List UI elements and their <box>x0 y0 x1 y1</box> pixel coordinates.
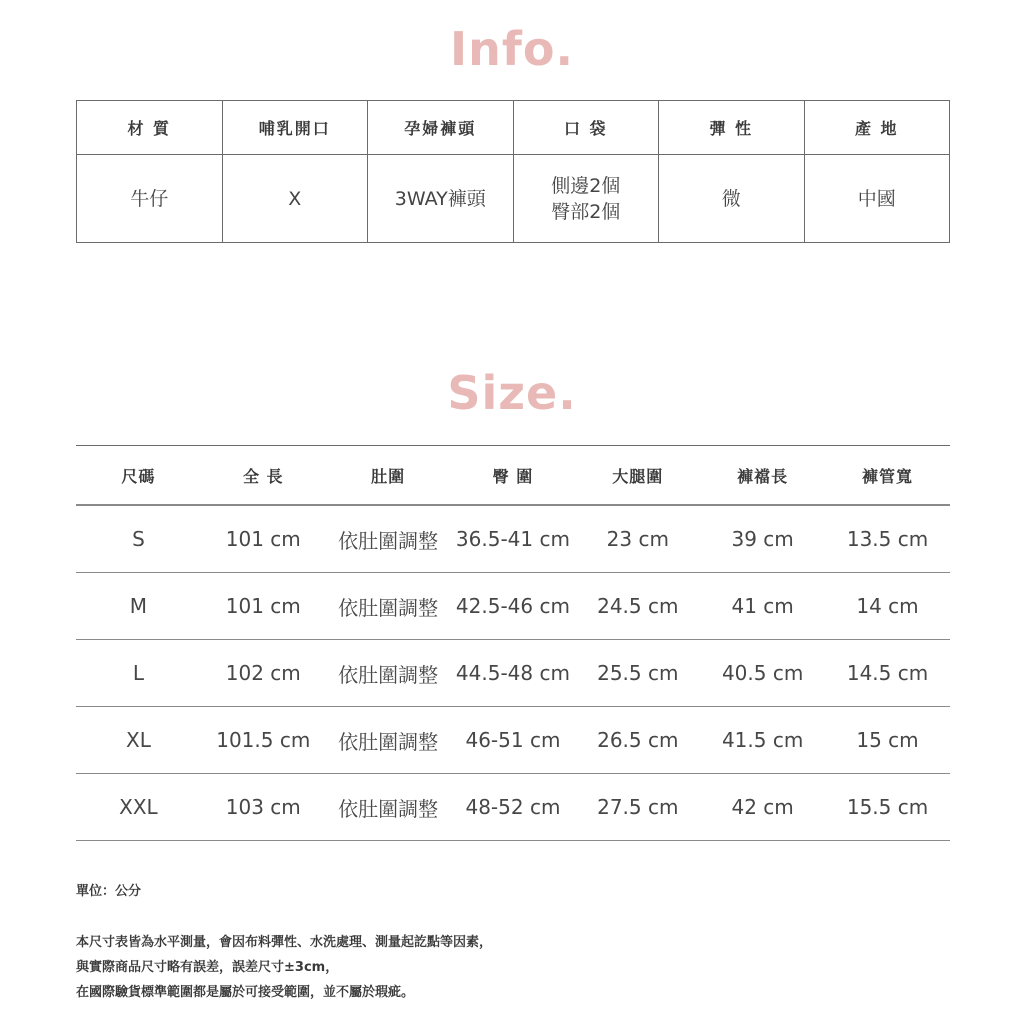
table-row <box>76 573 950 640</box>
size-cell: 依肚圍調整 <box>326 774 451 841</box>
size-cell: XL <box>76 707 201 774</box>
size-cell: XXL <box>76 774 201 841</box>
info-header-origin: 產 地 <box>804 101 950 155</box>
info-header-pockets: 口 袋 <box>513 101 659 155</box>
size-header-hip: 臀 圍 <box>451 446 576 506</box>
size-cell: 101 cm <box>201 573 326 640</box>
size-cell: 41 cm <box>700 573 825 640</box>
info-value-row <box>77 155 950 243</box>
size-header-length: 全 長 <box>201 446 326 506</box>
size-cell: 15.5 cm <box>825 774 950 841</box>
size-table <box>76 445 950 841</box>
size-header-leg-opening: 褲管寬 <box>825 446 950 506</box>
info-section-title: Info. <box>450 22 574 76</box>
info-header-material: 材 質 <box>77 101 223 155</box>
info-header-row <box>77 101 950 155</box>
info-header-waistband: 孕婦褲頭 <box>368 101 514 155</box>
info-elasticity-value: 微 <box>659 155 805 243</box>
size-cell: 103 cm <box>201 774 326 841</box>
size-header-thigh: 大腿圍 <box>575 446 700 506</box>
size-cell: 41.5 cm <box>700 707 825 774</box>
table-row <box>76 707 950 774</box>
size-header-size: 尺碼 <box>76 446 201 506</box>
info-header-elasticity: 彈 性 <box>659 101 805 155</box>
info-table <box>76 100 950 243</box>
size-cell: 27.5 cm <box>575 774 700 841</box>
measurement-disclaimer <box>76 930 492 1005</box>
info-header-nursing: 哺乳開口 <box>222 101 368 155</box>
size-cell: M <box>76 573 201 640</box>
size-cell: 101.5 cm <box>201 707 326 774</box>
info-material-value: 牛仔 <box>77 155 223 243</box>
size-cell: 39 cm <box>700 505 825 573</box>
size-cell: 14 cm <box>825 573 950 640</box>
info-pockets-value <box>513 155 659 243</box>
size-cell: 46-51 cm <box>451 707 576 774</box>
size-cell: 24.5 cm <box>575 573 700 640</box>
size-cell: 26.5 cm <box>575 707 700 774</box>
size-cell: 40.5 cm <box>700 640 825 707</box>
size-cell: 42 cm <box>700 774 825 841</box>
size-cell: 23 cm <box>575 505 700 573</box>
table-row <box>76 505 950 573</box>
size-header-waist: 肚圍 <box>326 446 451 506</box>
size-cell: 依肚圍調整 <box>326 505 451 573</box>
size-cell: 依肚圍調整 <box>326 640 451 707</box>
disclaimer-line-2: 與實際商品尺寸略有誤差，誤差尺寸±3cm， <box>76 960 339 975</box>
size-cell: 102 cm <box>201 640 326 707</box>
info-origin-value: 中國 <box>804 155 950 243</box>
size-cell: 36.5-41 cm <box>451 505 576 573</box>
info-nursing-value: X <box>222 155 368 243</box>
disclaimer-line-1: 本尺寸表皆為水平測量，會因布料彈性、水洗處理、測量起訖點等因素， <box>76 935 493 950</box>
size-cell: 14.5 cm <box>825 640 950 707</box>
size-cell: 44.5-48 cm <box>451 640 576 707</box>
size-cell: S <box>76 505 201 573</box>
size-header-rise: 褲襠長 <box>700 446 825 506</box>
size-section-title: Size. <box>447 366 577 420</box>
size-cell: 依肚圍調整 <box>326 707 451 774</box>
info-waistband-value: 3WAY褲頭 <box>368 155 514 243</box>
info-pockets-line-1: 側邊2個 <box>551 174 621 197</box>
size-cell: L <box>76 640 201 707</box>
size-cell: 101 cm <box>201 505 326 573</box>
unit-note: 單位：公分 <box>76 884 142 899</box>
size-cell: 42.5-46 cm <box>451 573 576 640</box>
disclaimer-line-3: 在國際驗貨標準範圍都是屬於可接受範圍，並不屬於瑕疵。 <box>76 985 415 1000</box>
table-row <box>76 774 950 841</box>
size-cell: 48-52 cm <box>451 774 576 841</box>
size-cell: 25.5 cm <box>575 640 700 707</box>
size-header-row <box>76 446 950 506</box>
info-pockets-line-2: 臀部2個 <box>551 200 621 223</box>
size-cell: 依肚圍調整 <box>326 573 451 640</box>
size-cell: 13.5 cm <box>825 505 950 573</box>
size-cell: 15 cm <box>825 707 950 774</box>
table-row <box>76 640 950 707</box>
